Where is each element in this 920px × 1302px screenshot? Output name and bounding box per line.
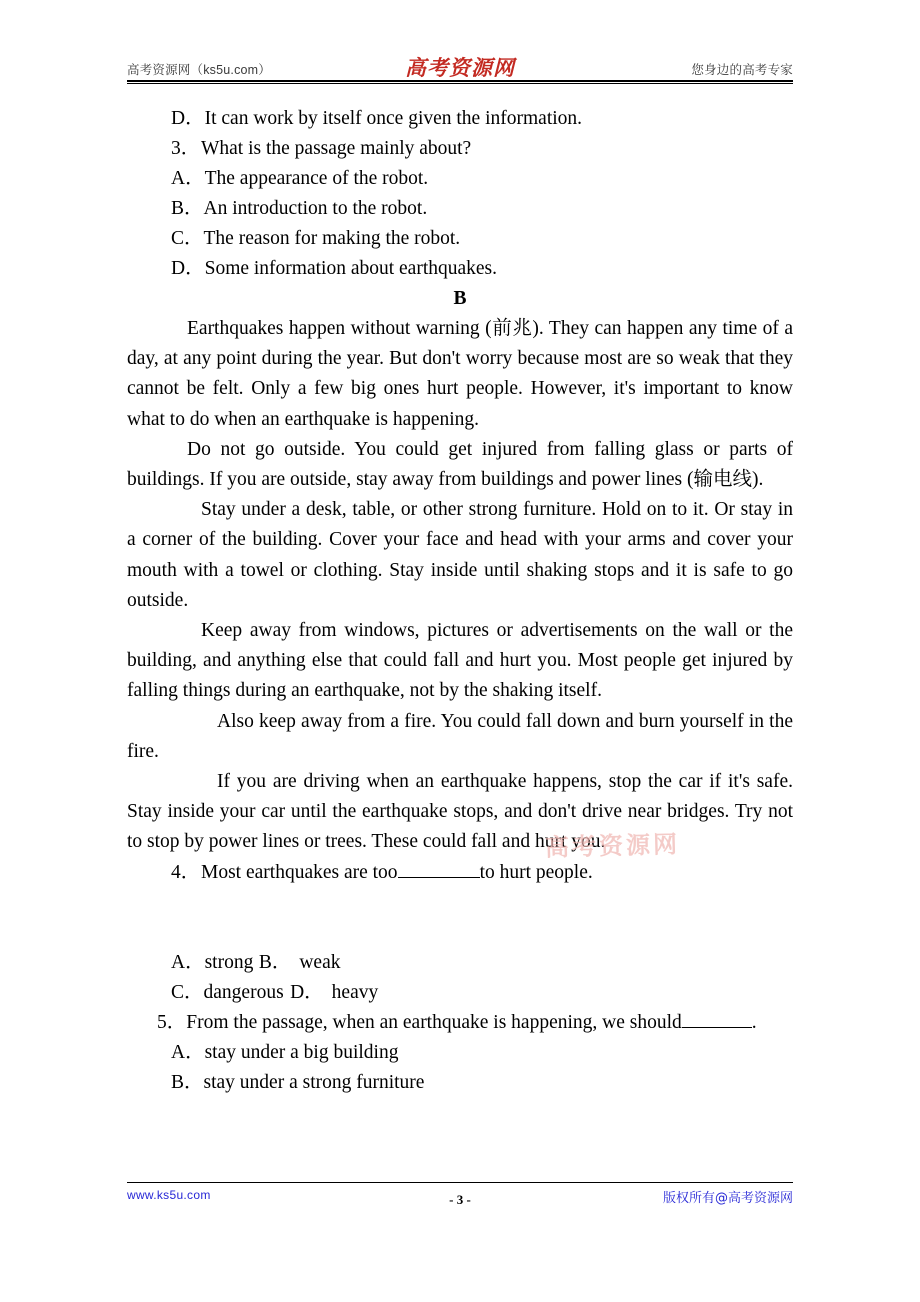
option-row <box>127 978 793 1008</box>
header-logo: 高考资源网 <box>405 55 515 80</box>
option-text: heavy <box>331 981 379 1003</box>
option-row <box>127 948 793 978</box>
passage-paragraph-1: Earthquakes happen without warning (前兆). They can happen any time of a day, at any point during the year. But don't worry because most are so weak that they cannot be felt. Only a few big ones hurt people. However, it's important to know what to do when an earthquake is happening. <box>127 318 793 430</box>
option-row <box>127 254 793 284</box>
question-text-after: . <box>751 1011 757 1033</box>
question-row-3 <box>127 134 793 164</box>
header-site-name: 高考资源网（ks5u.com） <box>127 63 271 77</box>
option-text: Some information about earthquakes. <box>204 258 498 279</box>
option-letter: A． <box>171 168 205 189</box>
option-letter: A． <box>171 1041 205 1063</box>
page-number: - 3 - <box>449 1192 471 1207</box>
question-text-before: Most earthquakes are too <box>201 861 398 883</box>
option-text: The reason for making the robot. <box>203 228 461 249</box>
option-text: stay under a strong furniture <box>203 1071 425 1093</box>
layout-spacer <box>127 888 793 948</box>
footer-divider <box>127 1182 793 1183</box>
passage-paragraph-6: If you are driving when an earthquake happens, stop the car if it's safe. Stay inside your car until the earthquake stops, and don't drive near bridges. Try not to stop by power lines or trees. These could fall and hurt you. <box>127 771 793 853</box>
header-divider <box>127 80 793 84</box>
passage-paragraph-2: Do not go outside. You could get injured from falling glass or parts of buildings. If you are outside, stay away from buildings and power lines (输电线). <box>127 438 793 491</box>
page-footer <box>127 1188 793 1210</box>
answer-blank[interactable] <box>398 858 480 878</box>
option-letter: A． <box>171 951 205 973</box>
option-row <box>127 1068 793 1098</box>
option-letter: D． <box>171 108 205 129</box>
footer-copyright: 版权所有@高考资源网 <box>662 1191 793 1206</box>
option-text: strong <box>204 951 254 973</box>
passage-paragraph-3: Stay under a desk, table, or other strong furniture. Hold on to it. Or stay in a corner of the building. Cover your face and head with your arms and cover your mouth with a towel or clothing. Stay inside until shaking stops and it is safe to go outside. <box>127 499 793 611</box>
watermark-text: 高考资源网 <box>544 830 681 862</box>
option-letter: D． <box>290 981 324 1003</box>
option-letter: D． <box>171 258 205 279</box>
option-text: An introduction to the robot. <box>203 198 428 219</box>
question-text: What is the passage mainly about? <box>201 138 472 159</box>
answer-blank[interactable] <box>682 1008 752 1028</box>
section-label-b: B <box>453 288 467 309</box>
header-tagline: 您身边的高考专家 <box>691 63 793 77</box>
option-row <box>127 194 793 224</box>
option-text: dangerous <box>203 981 284 1003</box>
option-row <box>127 1038 793 1068</box>
option-letter: C． <box>171 981 204 1003</box>
option-letter: B． <box>258 951 292 973</box>
option-text: stay under a big building <box>204 1041 399 1063</box>
option-letter: C． <box>171 228 204 249</box>
question-number: 5． <box>157 1011 187 1033</box>
question-row-4 <box>127 858 793 888</box>
option-text: weak <box>299 951 341 973</box>
option-row <box>127 164 793 194</box>
option-row <box>127 104 793 134</box>
option-text: It can work by itself once given the information. <box>204 108 583 129</box>
question-text-before: From the passage, when an earthquake is happening, we should <box>186 1011 682 1033</box>
question-number: 3． <box>171 138 201 159</box>
footer-website-link[interactable]: www.ks5u.com <box>127 1188 211 1202</box>
option-letter: B． <box>171 198 204 219</box>
question-number: 4． <box>171 861 201 883</box>
document-body <box>127 104 793 1098</box>
option-text: The appearance of the robot. <box>204 168 429 189</box>
passage-paragraph-4: Keep away from windows, pictures or advertisements on the wall or the building, and anything else that could fall and hurt you. Most people get injured by falling things during an earthquake, not by the shaking itself. <box>127 620 793 702</box>
question-row-5 <box>127 1008 793 1038</box>
option-letter: B． <box>171 1071 204 1093</box>
option-row <box>127 224 793 254</box>
question-text-after: to hurt people. <box>479 861 593 883</box>
passage-paragraph-5: Also keep away from a fire. You could fall down and burn yourself in the fire. <box>127 710 793 762</box>
